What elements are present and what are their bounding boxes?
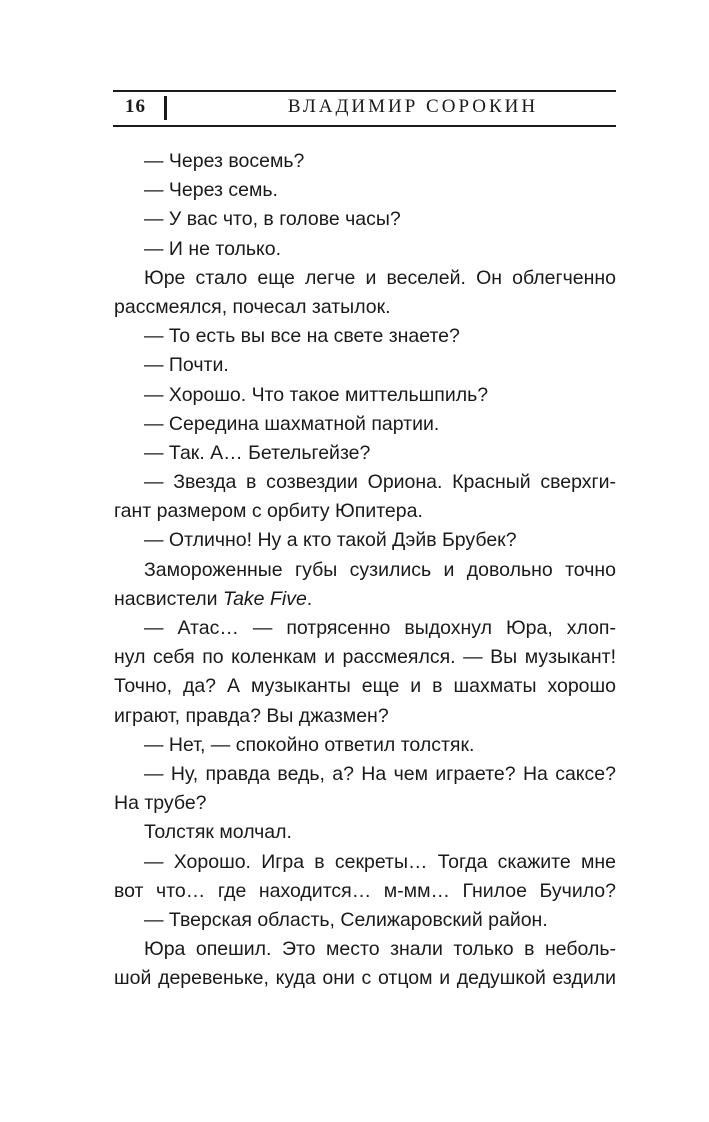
text-line-main: — Звезда в созвездии Ориона. Красный сверхги- (144, 471, 616, 494)
text-line-main: — Через семь. (144, 179, 278, 202)
text-line (114, 264, 616, 293)
text-line-main: — Нет, — спокойно ответил толстяк. (144, 733, 475, 756)
header-top-rule (113, 90, 616, 92)
text-line (114, 205, 616, 234)
text-line-main: — Тверская область, Селижаровский район. (144, 908, 548, 931)
text-line (114, 731, 616, 760)
text-line (114, 381, 616, 410)
running-head: ВЛАДИМИР СОРОКИН (287, 96, 539, 117)
text-line (114, 468, 616, 497)
text-line-main: — Атас… — потрясенно выдохнул Юра, хлоп- (144, 617, 616, 639)
text-line (114, 789, 616, 818)
text-line-italic: Take Five (222, 587, 307, 610)
text-line (114, 176, 616, 205)
text-line-main: Точно, да? А музыканты еще и в шахматы хорошо (114, 675, 616, 698)
text-line (114, 293, 616, 322)
text-line-main: — Почти. (144, 354, 229, 377)
text-line (114, 818, 616, 847)
header-separator-bar (164, 96, 167, 120)
text-line-main: Юра опешил. Это место знали только в неболь- (144, 938, 616, 961)
text-line-main: — У вас что, в голове часы? (144, 208, 401, 231)
text-line-main: — Ну, правда ведь, а? На чем играете? На саксе? (144, 762, 616, 785)
text-line (114, 702, 616, 731)
header-bottom-rule (113, 125, 616, 127)
page-number: 16 (125, 96, 146, 117)
text-line-main: вот что… где находится… м-мм… Гнилое Бучило? (114, 879, 616, 902)
text-line (114, 672, 616, 701)
text-line-main: играют, правда? Вы джазмен? (114, 704, 389, 727)
body-text (114, 147, 616, 993)
text-line (114, 322, 616, 351)
text-line-main: Замороженные губы сузились и довольно точно (144, 558, 616, 581)
text-line-main: гант размером с орбиту Юпитера. (114, 500, 423, 523)
text-line (114, 614, 616, 643)
text-line-main: насвистели (114, 587, 223, 610)
text-line-main: — То есть вы все на свете знаете? (144, 325, 460, 348)
text-line-main: Юре стало еще легче и веселей. Он облегченно (144, 266, 616, 289)
text-line (114, 935, 616, 964)
text-line (114, 410, 616, 439)
text-line-main: — Хорошо. Игра в секреты… Тогда скажите мне (144, 850, 616, 873)
text-line (114, 235, 616, 264)
text-line (114, 585, 616, 614)
text-line-main: Толстяк молчал. (144, 821, 292, 844)
text-line (114, 964, 616, 993)
text-line (114, 351, 616, 380)
text-line-main: — Так. А… Бетельгейзе? (144, 441, 371, 464)
text-line-main: — И не только. (144, 237, 282, 260)
text-line (114, 848, 616, 877)
text-line (114, 760, 616, 789)
text-line-main: нул себя по коленкам и рассмеялся. — Вы музыкант! (114, 646, 616, 669)
text-line-main: — Середина шахматной партии. (144, 412, 440, 435)
text-line (114, 906, 616, 935)
text-line-tail: . (306, 587, 313, 610)
text-line (114, 877, 616, 906)
text-line-main: шой деревеньке, куда они с отцом и дедушкой ездили (114, 967, 616, 990)
text-line-main: рассмеялся, почесал затылок. (114, 295, 391, 318)
text-line-main: — Отлично! Ну а кто такой Дэйв Брубек? (144, 529, 517, 552)
text-line-main: — Через восемь? (144, 150, 305, 172)
text-line-main: На трубе? (114, 792, 207, 815)
text-line (114, 526, 616, 555)
text-line (114, 497, 616, 526)
text-line (114, 556, 616, 585)
text-line-main: — Хорошо. Что такое миттельшпиль? (144, 383, 489, 406)
text-line (114, 643, 616, 672)
text-line (114, 147, 616, 176)
text-line (114, 439, 616, 468)
